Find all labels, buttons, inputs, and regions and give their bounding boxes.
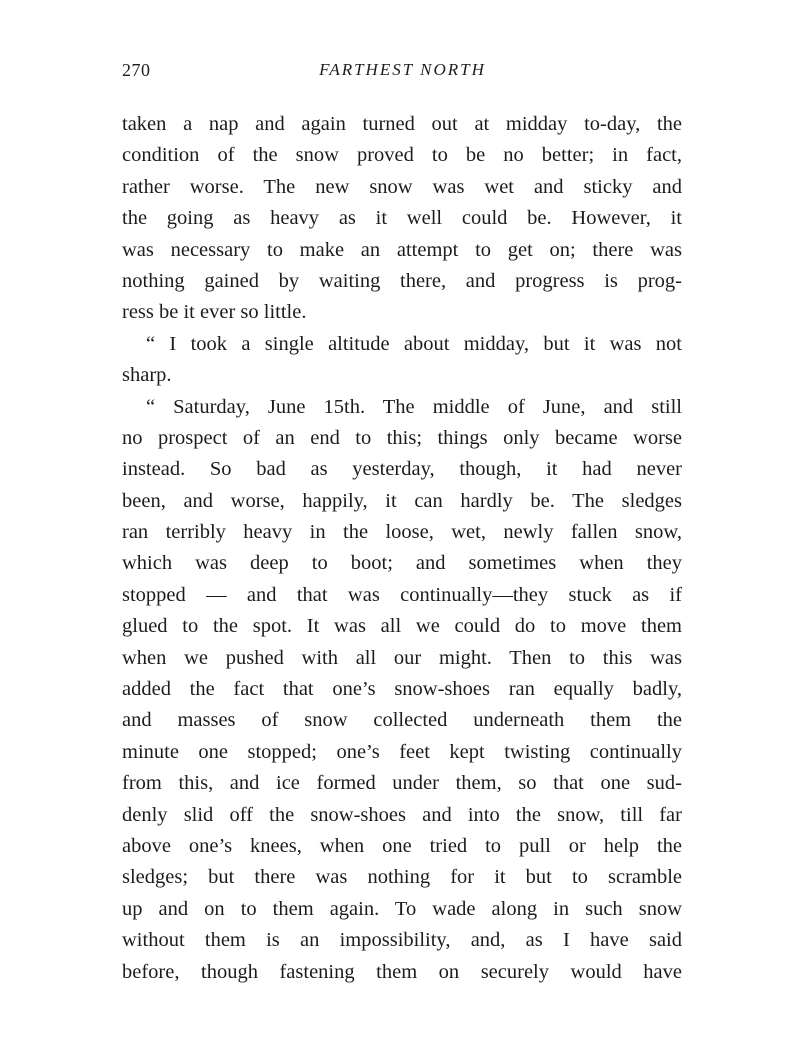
text-line: “ Saturday, June 15th. The middle of June, and still (146, 395, 682, 418)
text-line: denly slid off the snow-shoes and into the snow, till far (122, 803, 682, 826)
text-line: ran terribly heavy in the loose, wet, newly fallen snow, (122, 521, 682, 544)
text-line: up and on to them again. To wade along in such snow (122, 897, 682, 920)
body-text (122, 109, 682, 988)
text-line: been, and worse, happily, it can hardly be. The sledges (122, 489, 682, 512)
text-line: above one’s knees, when one tried to pull or help the (122, 834, 682, 857)
text-line: without them is an impossibility, and, as I have said (122, 929, 682, 952)
text-line: stopped — and that was continually—they stuck as if (122, 583, 682, 606)
text-line: minute one stopped; one’s feet kept twisting continually (122, 740, 682, 763)
text-line: instead. So bad as yesterday, though, it had never (122, 458, 682, 481)
text-line: which was deep to boot; and sometimes when they (122, 552, 682, 575)
text-line: from this, and ice formed under them, so that one sud- (122, 772, 682, 795)
text-line: added the fact that one’s snow-shoes ran equally badly, (122, 678, 682, 701)
text-line: was necessary to make an attempt to get on; there was (122, 238, 682, 261)
text-line: the going as heavy as it well could be. However, it (122, 207, 682, 230)
text-line: “ I took a single altitude about midday, but it was not (146, 332, 682, 355)
text-line: no prospect of an end to this; things only became worse (122, 426, 682, 449)
text-line: taken a nap and again turned out at midday to-day, the (122, 113, 682, 135)
text-line: condition of the snow proved to be no better; in fact, (122, 144, 682, 167)
text-line: when we pushed with all our might. Then to this was (122, 646, 682, 669)
page-number: 270 (122, 60, 151, 80)
text-line: glued to the spot. It was all we could do to move them (122, 615, 682, 638)
text-line: before, though fastening them on securely would have (122, 960, 682, 983)
text-line: rather worse. The new snow was wet and sticky and (122, 175, 682, 198)
text-line: sharp. (122, 364, 172, 387)
running-head: FARTHEST NORTH (319, 60, 486, 79)
text-line: nothing gained by waiting there, and progress is prog- (122, 269, 682, 292)
text-line: ress be it ever so little. (122, 301, 307, 324)
text-line: sledges; but there was nothing for it but to scramble (122, 866, 682, 889)
text-line: and masses of snow collected underneath them the (122, 709, 682, 732)
